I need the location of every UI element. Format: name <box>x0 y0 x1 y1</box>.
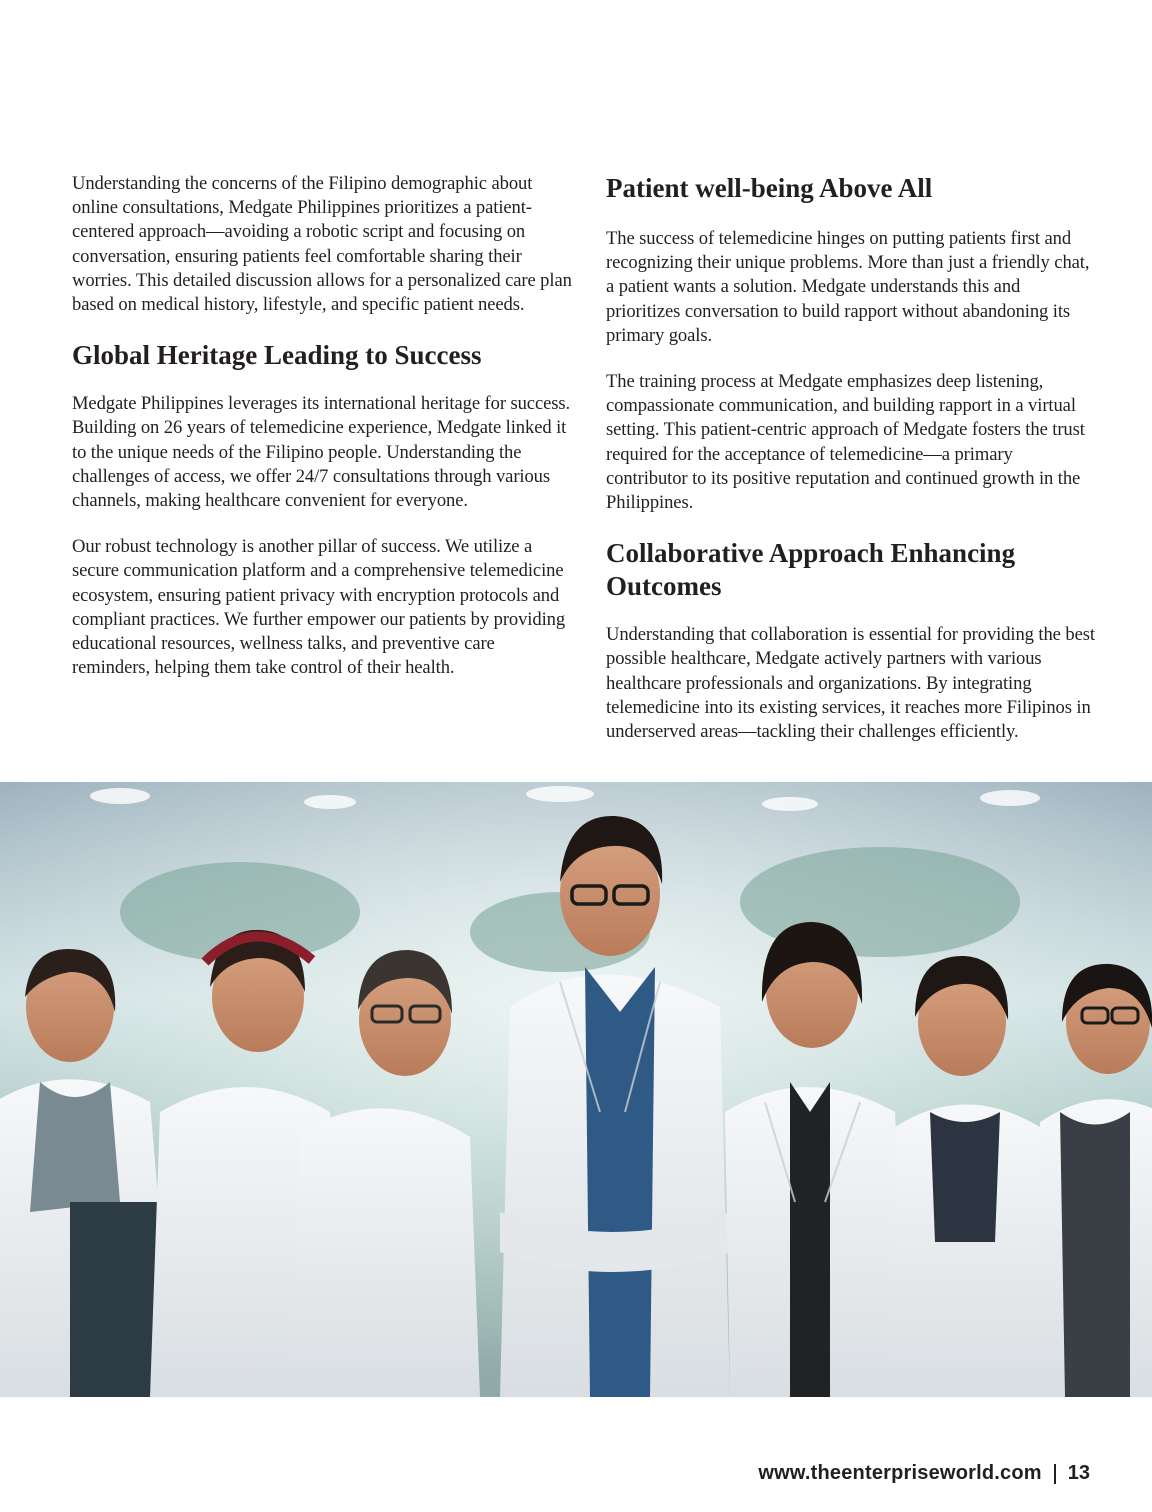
collaborative-approach-paragraph: Understanding that collaboration is essential for providing the best possible healthcare, Medgate actively partners with various healthcare professionals and organizations. By integrating telemedicine into its existing services, it reaches more Filipinos in underserved areas—tackling their challenges efficiently. <box>606 624 1095 743</box>
footer-divider <box>1054 1464 1056 1484</box>
page-number: 13 <box>1067 1462 1090 1484</box>
intro-paragraph: Understanding the concerns of the Filipino demographic about online consultations, Medgate Philippines prioritizes a patient-centered approach—avoiding a robotic script and focusing on conversation, ensuring patients feel comfortable sharing their worries. This detailed discussion allows for a personalized care plan based on medical history, lifestyle, and specific patient needs. <box>72 173 572 316</box>
patient-well-being-paragraph-1: The success of telemedicine hinges on putting patients first and recognizing their unique problems. More than just a friendly chat, a patient wants a solution. Medgate understands this and prioritizes conversation to build rapport without abandoning its primary goals. <box>606 228 1090 346</box>
heading-patient-well-being: Patient well-being Above All <box>606 173 933 203</box>
page-footer <box>758 1462 1090 1485</box>
heading-global-heritage: Global Heritage Leading to Success <box>72 340 482 371</box>
global-heritage-paragraph-1: Medgate Philippines leverages its international heritage for success. Building on 26 years of telemedicine experience, Medgate linked it to the unique needs of the Filipino people. Understanding the challenges of access, we offer 24/7 consultations through various channels, making healthcare convenient for everyone. <box>72 393 571 512</box>
left-column <box>72 172 572 702</box>
global-heritage-paragraph-2: Our robust technology is another pillar of success. We utilize a secure communication platform and a comprehensive telemedicine ecosystem, ensuring patient privacy with encryption protocols and compliant practices. We further empower our patients by providing educational resources, wellness talks, and preventive care reminders, helping them take control of their health. <box>72 536 566 679</box>
website-url[interactable]: www.theenterpriseworld.com <box>758 1462 1042 1484</box>
team-photo <box>0 782 1152 1397</box>
patient-well-being-paragraph-2: The training process at Medgate emphasizes deep listening, compassionate communication, and building rapport in a virtual setting. This patient-centric approach of Medgate fosters the trust required for the acceptance of telemedicine—a primary contributor to its positive reputation and continued growth in the Philippines. <box>606 371 1085 514</box>
right-column <box>606 172 1096 766</box>
heading-collaborative-approach: Collaborative Approach Enhancing Outcomes <box>606 538 1016 602</box>
